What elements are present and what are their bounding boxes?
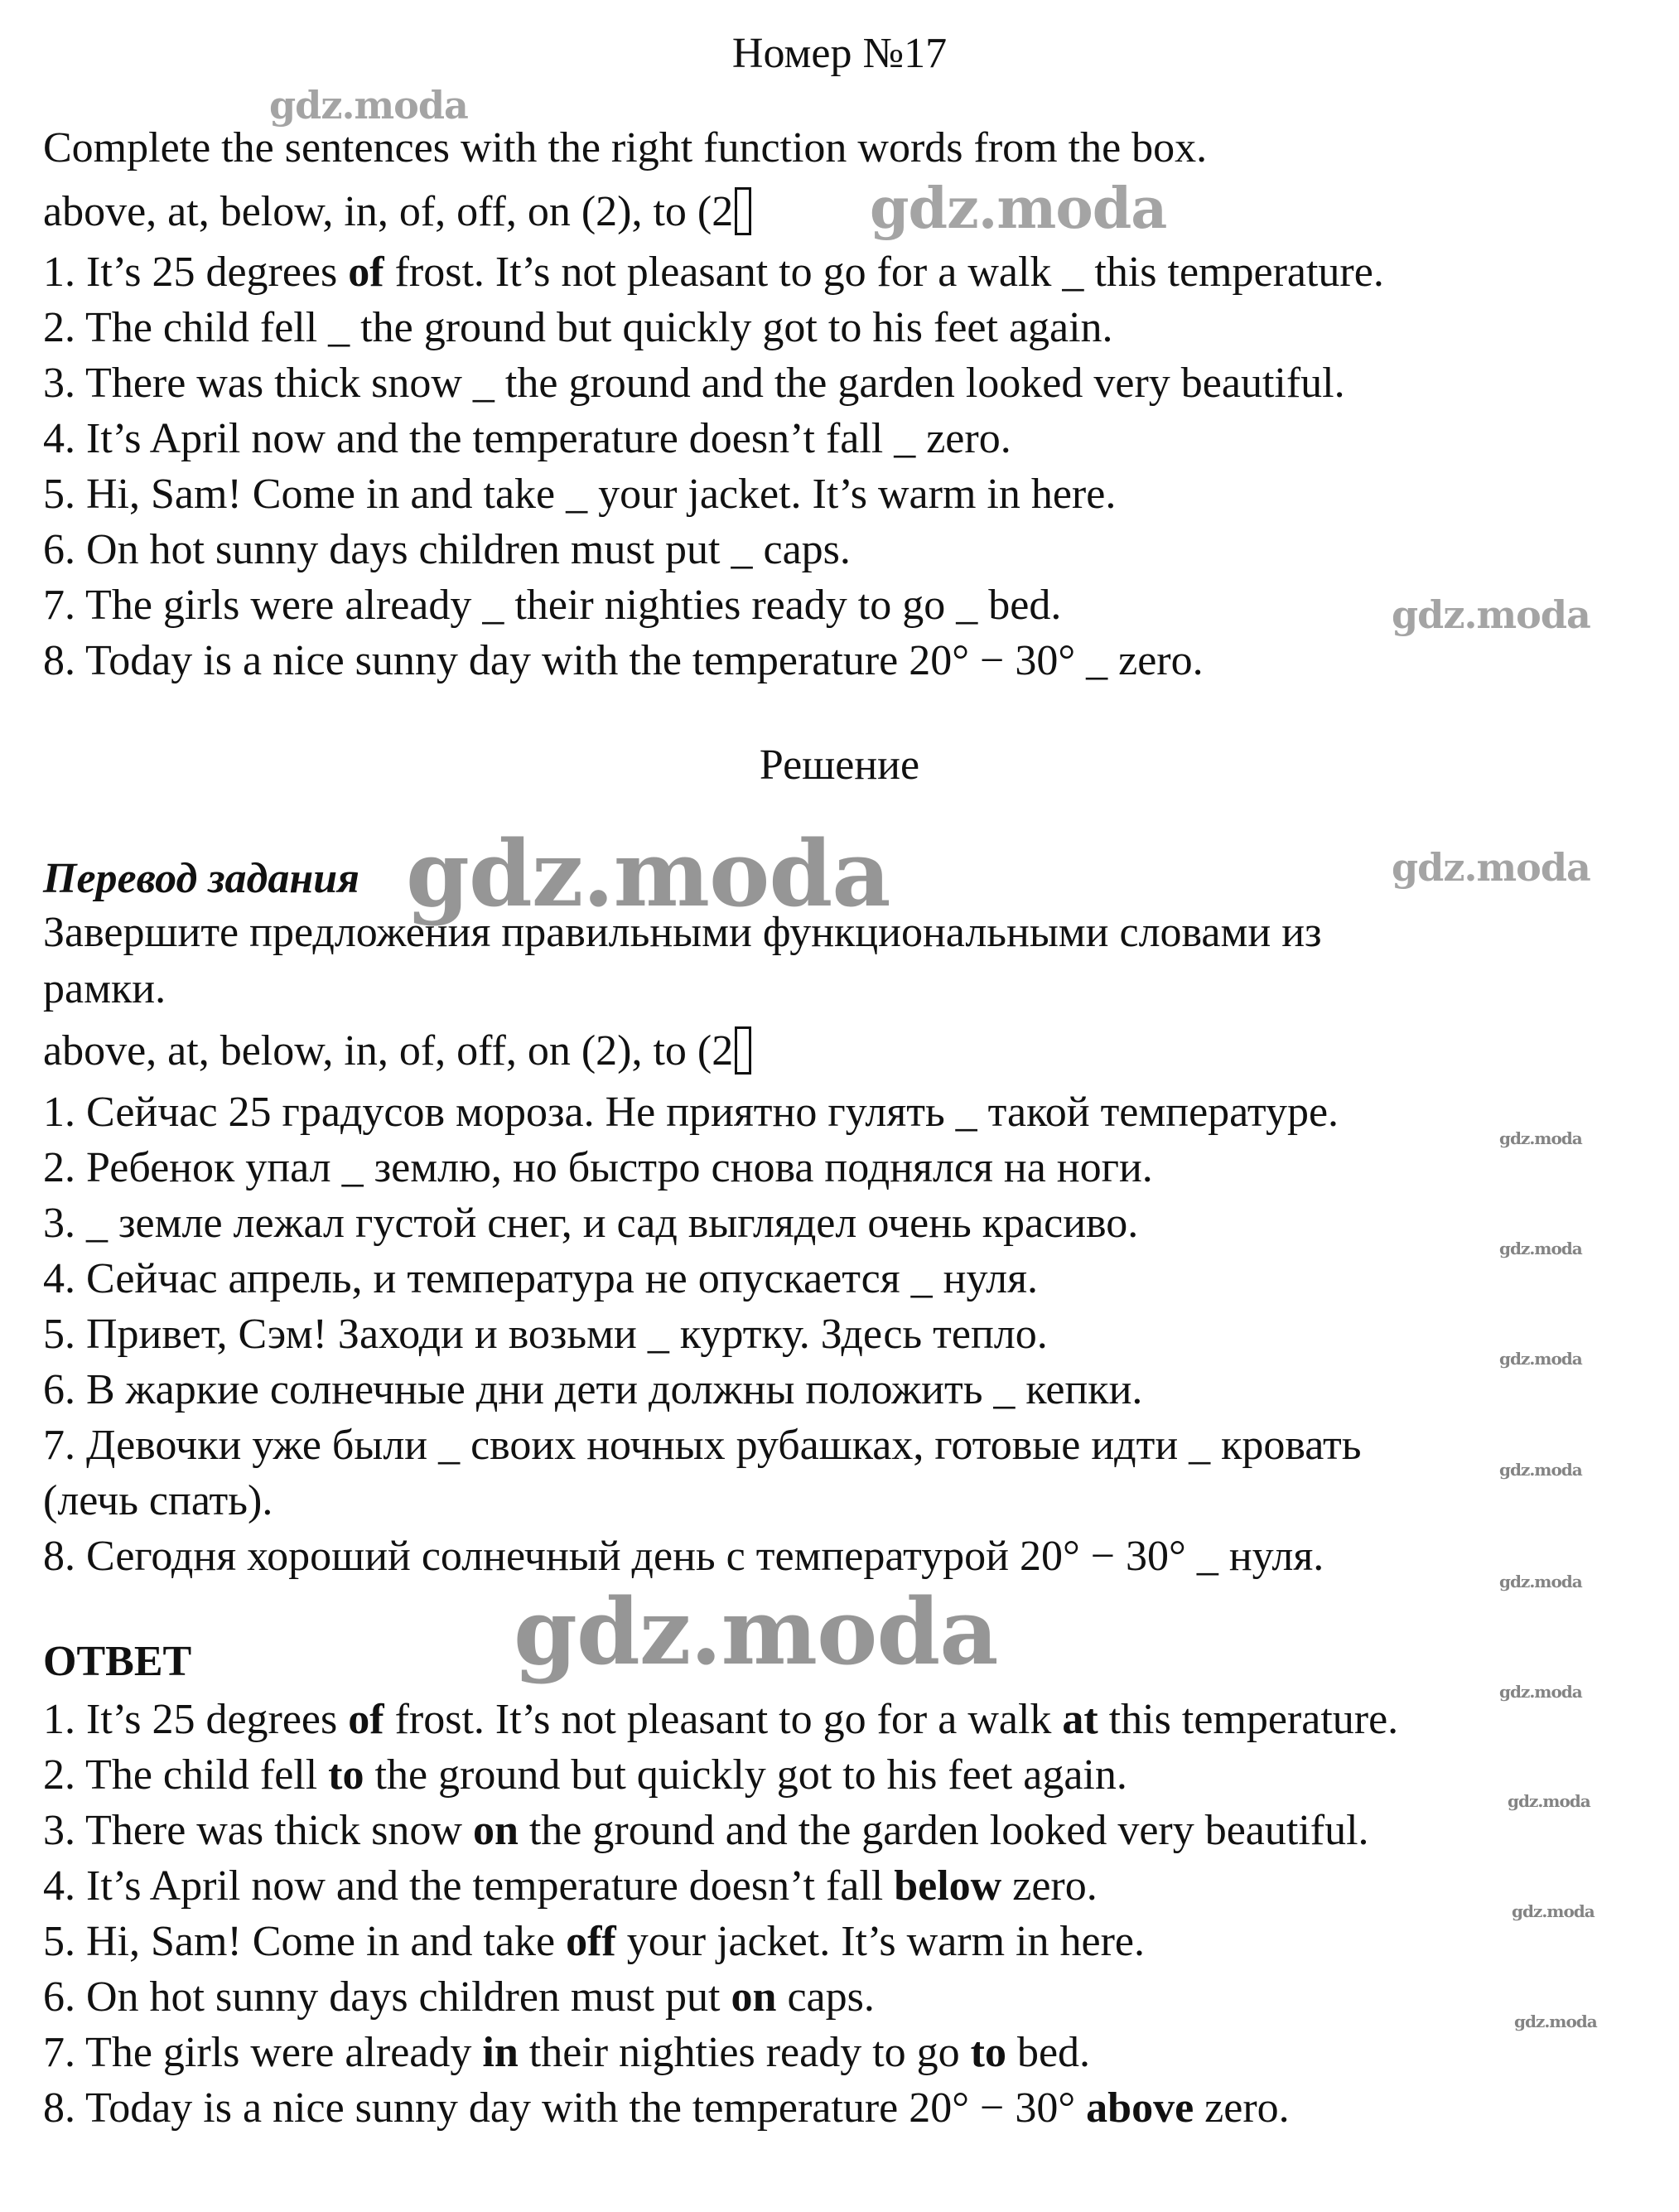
answer-text: 5. Hi, Sam! Come in and take (43, 1918, 567, 1965)
answer-text: caps. (776, 1973, 875, 2021)
answer-line-3 (43, 1805, 1369, 1857)
translation-line-9: 8. Сегодня хороший солнечный день с температурой 20° − 30° _ нуля. (43, 1533, 1324, 1580)
answer-text: their nighties ready to go (518, 2029, 971, 2076)
answer-line-6 (43, 1972, 875, 2023)
task-box-words (43, 186, 751, 238)
task-sentence-4: 4. It’s April now and the temperature doesn’t fall _ zero. (43, 415, 1011, 462)
task-sentence-2: 2. The child fell _ the ground but quickly got to his feet again. (43, 304, 1113, 351)
answer-line-5 (43, 1916, 1145, 1968)
translation-line-8: (лечь спать). (43, 1477, 273, 1524)
answer-word: below (894, 1862, 1002, 1910)
answer-text: 2. The child fell (43, 1751, 329, 1799)
answer-text: the ground but quickly got to his feet again. (364, 1751, 1127, 1799)
answer-text: this temperature. (1098, 1696, 1399, 1743)
watermark: gdz.moda (1499, 1572, 1582, 1591)
answer-text: 1. It’s 25 degrees (43, 1696, 349, 1743)
task-sentence-8: 8. Today is a nice sunny day with the temperature 20° − 30° _ zero. (43, 637, 1204, 684)
watermark: gdz.moda (1512, 1901, 1595, 1921)
watermark: gdz.moda (1499, 1682, 1582, 1702)
task-sentence-1 (43, 247, 1384, 298)
answer-word: on (472, 1807, 519, 1854)
watermark: gdz.moda (1508, 1791, 1590, 1811)
answer-text: 4. It’s April now and the temperature doesn’t fall (43, 1862, 895, 1910)
answer-text: zero. (1194, 2084, 1290, 2132)
bracket-mark (735, 187, 751, 235)
answer-text: frost. It’s not pleasant to go for a walk (384, 1696, 1063, 1743)
translation-line-1: 1. Сейчас 25 градусов мороза. Не приятно гулять _ такой температуре. (43, 1089, 1339, 1136)
answer-line-1 (43, 1694, 1398, 1746)
watermark: gdz.moda (870, 176, 1167, 242)
watermark: gdz.moda (406, 820, 890, 927)
watermark: gdz.moda (1499, 1128, 1582, 1148)
answer-line-7 (43, 2027, 1090, 2079)
sentence-text: 1. It’s 25 degrees (43, 249, 349, 296)
answer-line-8 (43, 2083, 1290, 2134)
watermark: gdz.moda (1392, 845, 1590, 890)
page-title: Номер №17 (731, 30, 948, 77)
answer-word: off (566, 1918, 616, 1965)
task-sentence-3: 3. There was thick snow _ the ground and the garden looked very beautiful. (43, 360, 1345, 407)
sentence-bold-word: of (348, 249, 384, 296)
translation-line-6: 6. В жаркие солнечные дни дети должны положить _ кепки. (43, 1366, 1143, 1413)
solution-heading: Решение (759, 741, 920, 789)
translation-line-4: 4. Сейчас апрель, и температура не опускается _ нуля. (43, 1255, 1039, 1302)
answer-text: 6. On hot sunny days children must put (43, 1973, 731, 2021)
translation-instruction-2: рамки. (43, 965, 166, 1012)
task-instruction: Complete the sentences with the right function words from the box. (43, 124, 1208, 171)
answer-line-4 (43, 1861, 1098, 1912)
answer-word: above (1086, 2084, 1194, 2132)
answer-word: of (348, 1696, 384, 1743)
answer-heading: ОТВЕТ (43, 1638, 192, 1685)
answer-line-2 (43, 1750, 1127, 1801)
watermark: gdz.moda (1392, 592, 1590, 637)
answer-text: your jacket. It’s warm in here. (615, 1918, 1145, 1965)
answer-text: 3. There was thick snow (43, 1807, 473, 1854)
answer-word: at (1062, 1696, 1098, 1743)
task-sentence-7: 7. The girls were already _ their nighties ready to go _ bed. (43, 582, 1062, 629)
answer-text: zero. (1001, 1862, 1098, 1910)
answer-text: the ground and the garden looked very beautiful. (518, 1807, 1369, 1854)
bracket-mark (735, 1026, 751, 1075)
answer-word: on (731, 1973, 777, 2021)
answer-word: to (970, 2029, 1006, 2076)
task-sentence-6: 6. On hot sunny days children must put _ caps. (43, 526, 851, 573)
translation-line-2: 2. Ребенок упал _ землю, но быстро снова поднялся на ноги. (43, 1144, 1153, 1191)
watermark: gdz.moda (1499, 1460, 1582, 1480)
translation-line-7: 7. Девочки уже были _ своих ночных рубашках, готовые идти _ кровать (43, 1422, 1362, 1469)
translation-line-3: 3. _ земле лежал густой снег, и сад выглядел очень красиво. (43, 1200, 1139, 1247)
box-words-text: above, at, below, in, of, off, on (2), to (2 (43, 1027, 734, 1075)
translation-line-5: 5. Привет, Сэм! Заходи и возьми _ куртку. Здесь тепло. (43, 1311, 1048, 1358)
task-sentence-5: 5. Hi, Sam! Come in and take _ your jacket. It’s warm in here. (43, 471, 1117, 518)
translation-instruction-1: Завершите предложения правильными функциональными словами из (43, 909, 1322, 956)
watermark: gdz.moda (1499, 1349, 1582, 1369)
translation-box-words (43, 1026, 751, 1077)
answer-text: 7. The girls were already (43, 2029, 483, 2076)
answer-word: in (482, 2029, 519, 2076)
box-words-text: above, at, below, in, of, off, on (2), to (2 (43, 188, 734, 235)
watermark: gdz.moda (1514, 2012, 1597, 2031)
watermark: gdz.moda (514, 1578, 998, 1685)
answer-text: 8. Today is a nice sunny day with the temperature 20° − 30° (43, 2084, 1087, 2132)
watermark: gdz.moda (1499, 1239, 1582, 1258)
answer-word: to (328, 1751, 364, 1799)
sentence-text: frost. It’s not pleasant to go for a walk _ this temperature. (384, 249, 1384, 296)
translation-heading: Перевод задания (43, 855, 359, 902)
answer-text: bed. (1006, 2029, 1091, 2076)
watermark: gdz.moda (269, 83, 468, 128)
